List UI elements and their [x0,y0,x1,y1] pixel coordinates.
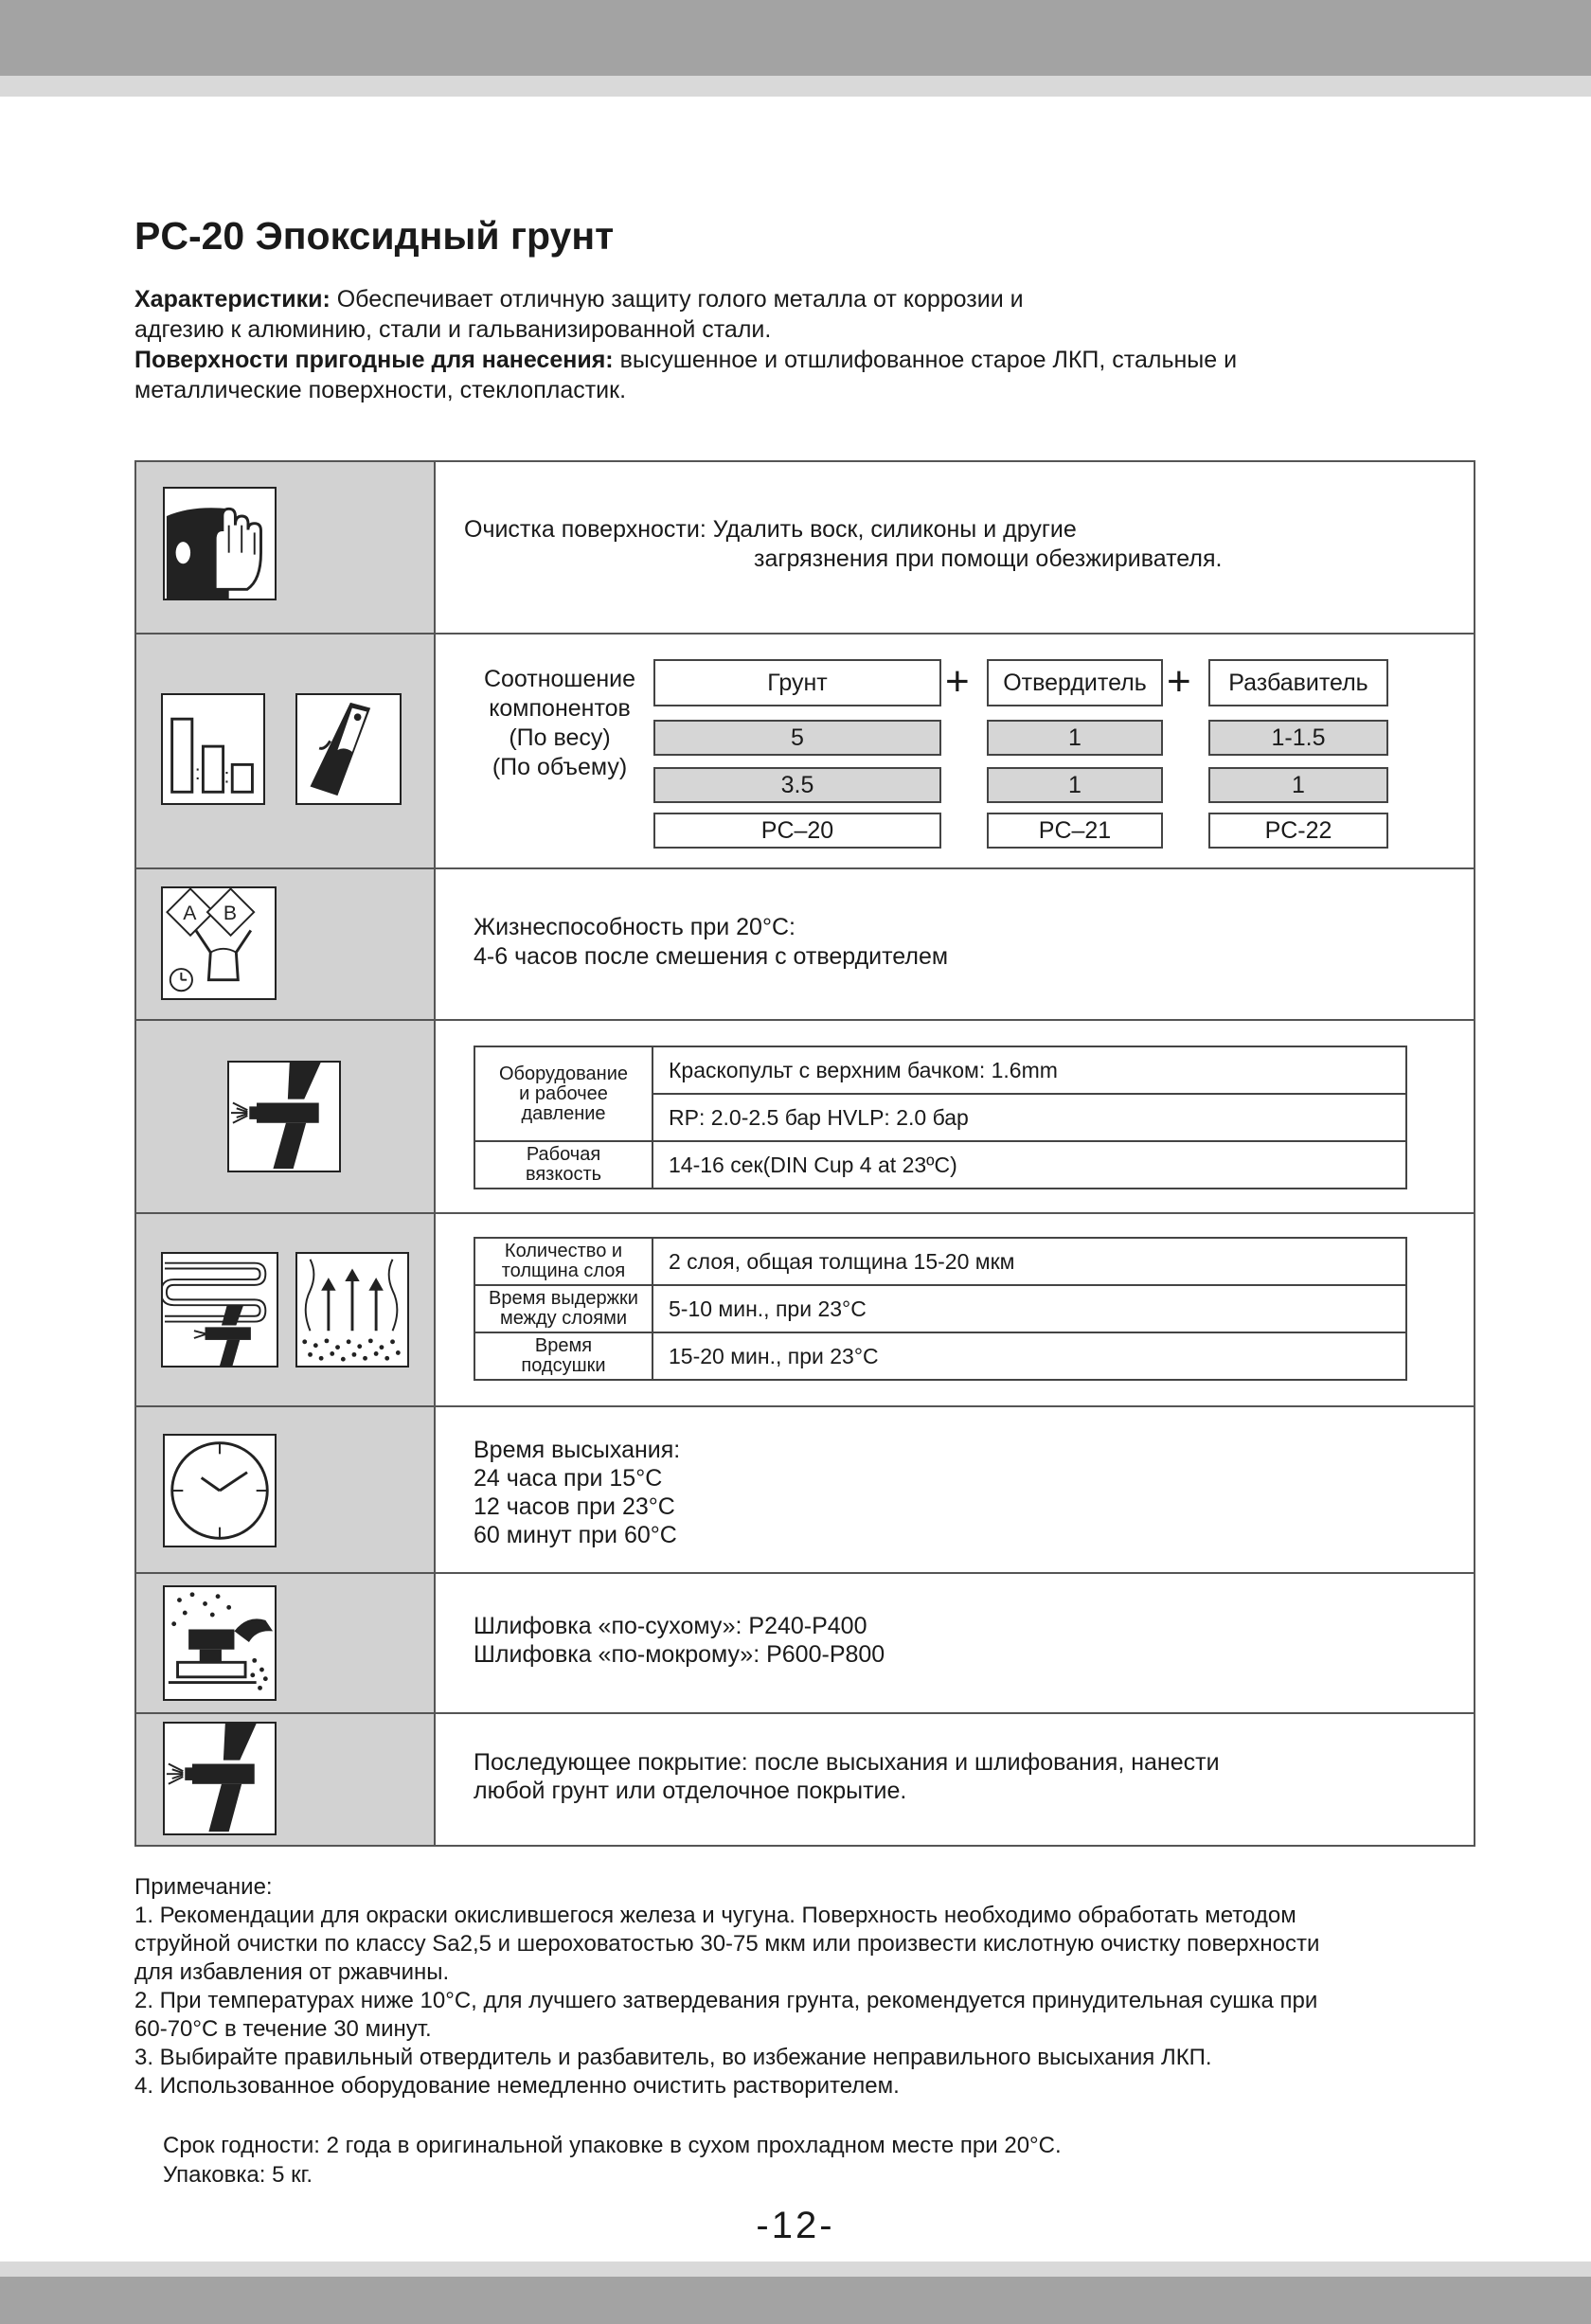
equipment-viscosity: 14-16 сек(DIN Cup 4 at 23ºC) [652,1141,1406,1189]
shelf-life-text: Срок годности: 2 года в оригинальной упаковке в сухом прохладном месте при 20°С. [163,2133,1062,2158]
topcoat-line: Последующее покрытие: после высыхания и шлифования, нанести [474,1749,1220,1776]
characteristics-text-2: адгезию к алюминию, стали и гальванизированной стали. [134,316,772,343]
coats-value: 2 слоя, общая толщина 15-20 мкм [652,1238,1406,1285]
component-a-label: A [183,901,197,924]
mix-code-primer: PC–20 [653,813,941,849]
row-mixing [136,633,1474,867]
note-line: 3. Выбирайте правильный отвердитель и разбавитель, во избежание неправильного высыхания ЛКП. [134,2045,1212,2070]
mix-code-hardener: PC–21 [987,813,1163,849]
flash-time-label-line: между слоями [499,1308,628,1329]
clock-icon [163,1434,277,1547]
row-cleaning [136,462,1474,633]
mix-code-thinner: PC-22 [1208,813,1388,849]
row-topcoat [136,1712,1474,1845]
row-sanding [136,1572,1474,1712]
row-equipment [136,1019,1474,1212]
drying-line: 12 часов при 23°С [474,1493,675,1520]
bottom-bar-light [0,2261,1591,2277]
note-line: для избавления от ржавчины. [134,1959,450,1985]
cleaning-line-2: загрязнения при помощи обезжиривателя. [754,545,1223,572]
component-b-label: B [223,901,238,924]
potlife-line-2: 4-6 часов после смешения с отвердителем [474,943,949,970]
icon-cell [136,1714,436,1845]
mix-weight-primer: 5 [653,720,941,756]
mix-header-thinner: Разбавитель [1208,659,1388,706]
ratio-icon [161,693,265,805]
top-bar [0,0,1591,76]
packaging-text: Упаковка: 5 кг. [163,2162,313,2188]
viscosity-label [474,1141,652,1189]
note-line: струйной очистки по классу Sa2,5 и шероховатостью 30-75 мкм или произвести кислотную очистку поверхности [134,1931,1320,1957]
mix-volume-primer: 3.5 [653,767,941,803]
viscosity-label-line: Рабочая [526,1144,601,1165]
potlife-text [474,913,948,972]
page-number: -12- [756,2205,835,2246]
sanding-icon [163,1585,277,1701]
flash-time-label-line: Время выдержки [489,1288,638,1309]
ratio-colon-2: : [223,765,230,788]
icon-cell [136,1574,436,1712]
drying-text [474,1436,680,1549]
tack-time-label [474,1332,652,1380]
spray-gun-icon [163,1722,277,1835]
potlife-line-1: Жизнеспособность при 20°С: [474,914,796,940]
bottom-bar [0,2277,1591,2324]
page-title: PC-20 Эпоксидный грунт [134,214,615,258]
mix-volume-hardener: 1 [987,767,1163,803]
topcoat-text [474,1748,1220,1805]
flash-off-icon [295,1252,409,1368]
equipment-label-line: давление [521,1102,606,1124]
flash-time-label [474,1285,652,1332]
coats-label-line: толщина слоя [501,1260,626,1281]
icon-cell [136,1407,436,1572]
drying-line: 24 часа при 15°С [474,1465,663,1492]
sanding-wet: Шлифовка «по-мокрому»: P600-P800 [474,1641,885,1668]
topcoat-line: любой грунт или отделочное покрытие. [474,1778,907,1804]
sanding-text [474,1612,885,1669]
surfaces-text: высушенное и отшлифованное старое ЛКП, стальные и [619,347,1238,373]
icon-cell [136,462,436,633]
spec-table [134,460,1475,1847]
flash-time-value: 5-10 мин., при 23°С [652,1285,1406,1332]
icon-cell [136,1214,436,1405]
plus-sign: + [1167,658,1191,705]
top-bar-light [0,76,1591,97]
drying-line: 60 минут при 60°С [474,1522,677,1548]
characteristics-text: Обеспечивает отличную защиту голого металла от коррозии и [336,286,1024,313]
notes-section [134,1873,1498,2101]
mix-header-hardener: Отвердитель [987,659,1163,706]
mix-label-line: (По весу) [509,724,611,751]
icon-cell [136,1021,436,1212]
row-application [136,1212,1474,1405]
stirring-stick-icon [295,693,402,805]
shelf-life-section [163,2131,1062,2190]
tack-time-label-line: Время [534,1335,593,1356]
cleaning-icon [163,487,277,600]
notes-title: Примечание: [134,1874,273,1900]
drying-line: Время высыхания: [474,1437,681,1463]
application-table [474,1237,1407,1381]
mix-volume-thinner: 1 [1208,767,1388,803]
row-potlife [136,867,1474,1019]
equipment-label-line: Оборудование [498,1063,629,1084]
row-drying [136,1405,1474,1572]
note-line: 4. Использованное оборудование немедленно очистить растворителем. [134,2073,900,2099]
equipment-pressure: RP: 2.0-2.5 бар HVLP: 2.0 бар [652,1094,1406,1141]
characteristics-label: Характеристики: [134,286,331,313]
equipment-gun: Краскопульт с верхним бачком: 1.6mm [652,1046,1406,1094]
coats-label-line: Количество и [504,1241,623,1261]
spray-gun-icon [227,1061,341,1172]
plus-sign: + [945,658,970,705]
equipment-label-line: и рабочее [519,1082,608,1104]
note-line: 1. Рекомендации для окраски окислившегося железа и чугуна. Поверхность необходимо обработать методом [134,1903,1296,1928]
icon-cell [136,869,436,1019]
mix-label-line: (По объему) [492,754,628,780]
viscosity-label-line: вязкость [525,1164,602,1185]
equipment-label [474,1046,652,1141]
note-line: 2. При температурах ниже 10°С, для лучшего затвердевания грунта, рекомендуется принудительная сушка при [134,1988,1318,2013]
coats-label [474,1238,652,1285]
cleaning-text [464,515,1222,574]
mix-weight-hardener: 1 [987,720,1163,756]
mix-ratio-label [460,665,659,782]
surfaces-text-2: металлические поверхности, стеклопластик. [134,377,627,403]
surfaces-label: Поверхности пригодные для нанесения: [134,347,614,373]
tack-time-value: 15-20 мин., при 23°С [652,1332,1406,1380]
mix-header-primer: Грунт [653,659,941,706]
tack-time-label-line: подсушки [521,1355,606,1376]
icon-cell [136,635,436,867]
cleaning-line-1: Очистка поверхности: Удалить воск, силиконы и другие [464,516,1077,543]
coats-icon [161,1252,278,1368]
sanding-dry: Шлифовка «по-сухому»: P240-P400 [474,1613,867,1639]
pot-life-icon [161,886,277,1000]
ratio-colon-1: : [194,761,201,784]
mix-label-line: Соотношение [483,666,636,692]
equipment-table [474,1046,1407,1189]
intro-text [134,284,1479,405]
mix-weight-thinner: 1-1.5 [1208,720,1388,756]
note-line: 60-70°С в течение 30 минут. [134,2016,432,2042]
mix-label-line: компонентов [489,695,631,722]
